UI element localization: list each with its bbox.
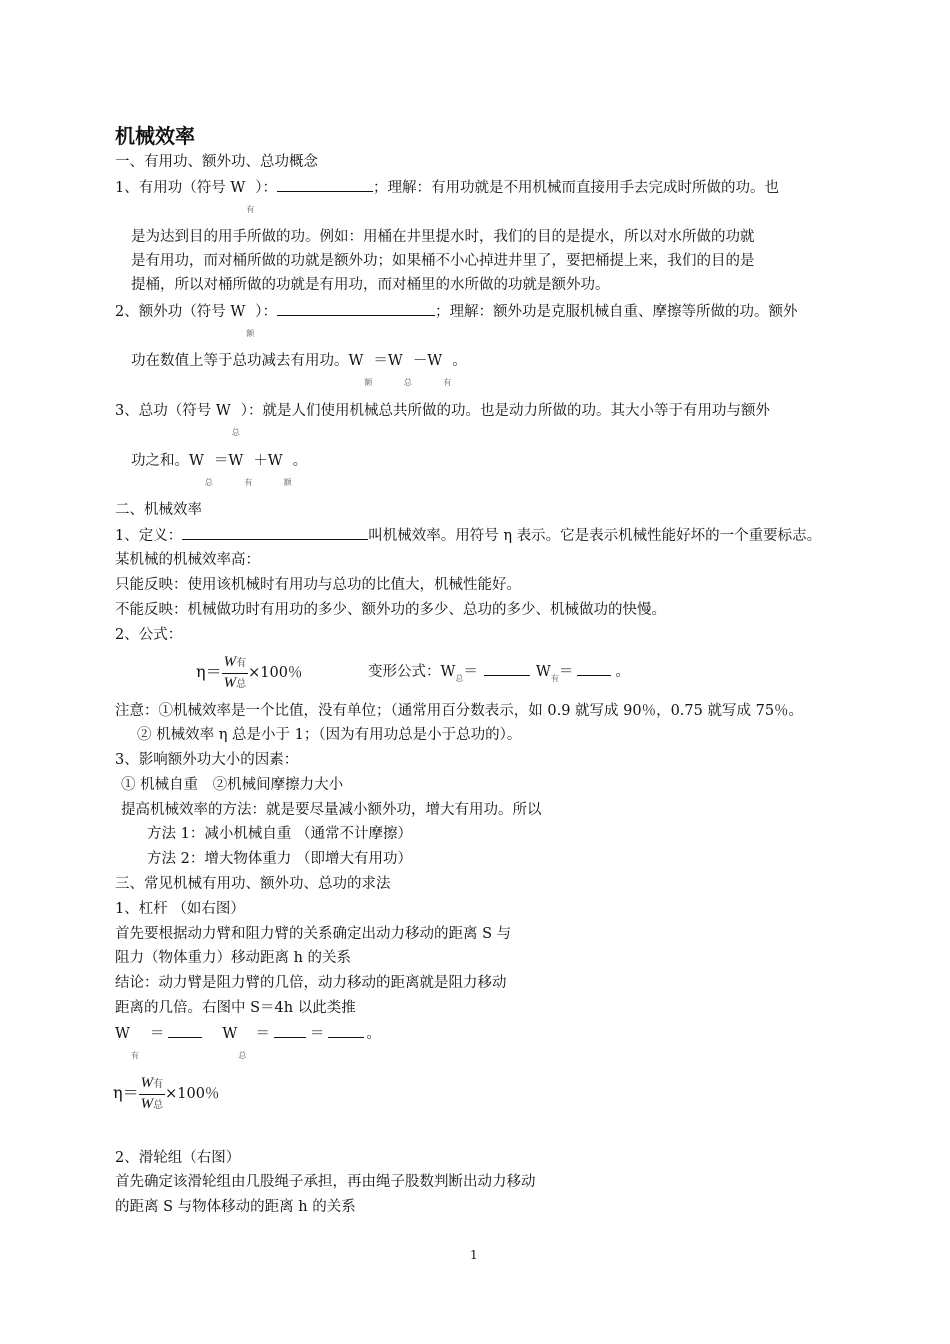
improve-methods-intro: 提高机械效率的方法：就是要尽量减小额外功，增大有用功。所以 bbox=[121, 802, 542, 818]
page-title: 机械效率 bbox=[115, 124, 195, 148]
lever-work-formula: $W_有= W_总=$ ＝ 。 bbox=[115, 1023, 381, 1046]
extra-work-blank[interactable] bbox=[277, 301, 435, 316]
page-number: 1 bbox=[470, 1248, 478, 1262]
pulley-line-1: 首先确定该滑轮组由几股绳子承担，再由绳子股数判断出动力移动 bbox=[115, 1174, 536, 1190]
pulley-heading: 2、滑轮组（右图） bbox=[115, 1150, 241, 1166]
definition-blank[interactable] bbox=[182, 525, 368, 540]
lever-efficiency-fraction: $\frac{\text{W有}}{\text{W总}}$ bbox=[140, 1074, 164, 1112]
total-work-variant-blank[interactable] bbox=[484, 661, 530, 676]
total-work-line: 3、总功（符号 $W_总$）：就是人们使用机械总共所做的功。也是动力所做的功。其大小等于有用功与额外 bbox=[115, 403, 770, 437]
useful-work-blank[interactable] bbox=[277, 177, 373, 192]
lever-total-blank-1[interactable] bbox=[274, 1023, 306, 1038]
efficiency-definition: 1、定义： 叫机械效率。用符号 η 表示。它是表示机械性能好坏的一个重要标志。 bbox=[115, 525, 821, 546]
method-1: 方法 1：减小机械自重 （通常不计摩擦） bbox=[147, 826, 412, 842]
lever-useful-blank[interactable] bbox=[168, 1023, 202, 1038]
lever-heading: 1、杠杆 （如右图） bbox=[115, 901, 245, 917]
useful-work-variant-blank[interactable] bbox=[577, 661, 611, 676]
section-2-heading: 二、机械效率 bbox=[115, 502, 202, 518]
useful-work-line: 1、有用功（符号 $W_有$）： ；理解：有用功就是不用机械而直接用手去完成时所做的功。也 bbox=[115, 177, 779, 200]
note-1: 注意：①机械效率是一个比值，没有单位；（通常用百分数表示，如 0.9 就写成 90％，0.75 就写成 75％。 bbox=[115, 703, 804, 719]
lever-efficiency-formula: η＝ $\frac{\text{W有}}{\text{W总}}$ ×100％ bbox=[113, 1071, 219, 1116]
high-efficiency-line: 某机械的机械效率高： bbox=[115, 552, 260, 568]
lever-total-blank-2[interactable] bbox=[328, 1023, 364, 1038]
cannot-reflect-line: 不能反映：机械做功时有用功的多少、额外功的多少、总功的多少、机械做功的快慢。 bbox=[115, 602, 666, 618]
lever-line-1: 首先要根据动力臂和阻力臂的关系确定出动力移动的距离 S 与 bbox=[115, 926, 512, 942]
pulley-line-2: 的距离 S 与物体移动的距离 h 的关系 bbox=[115, 1199, 356, 1215]
section-1-heading: 一、有用功、额外功、总功概念 bbox=[115, 154, 318, 170]
section-3-heading: 三、常见机械有用功、额外功、总功的求法 bbox=[115, 876, 391, 892]
useful-work-explain-4: 提桶，所以对桶所做的功就是有用功，而对桶里的水所做的功就是额外功。 bbox=[131, 277, 610, 293]
efficiency-fraction: $\frac{\text{W有}}{\text{W总}}$ bbox=[223, 653, 247, 691]
note-2: ② 机械效率 η 总是小于 1；（因为有用功总是小于总功的）。 bbox=[137, 727, 522, 743]
formula-label: 2、公式： bbox=[115, 627, 183, 643]
total-work-formula: 功之和。$W_总=W_有+W_额$。 bbox=[131, 453, 308, 487]
factors-heading: 3、影响额外功大小的因素： bbox=[115, 752, 299, 768]
can-reflect-line: 只能反映：使用该机械时有用功与总功的比值大，机械性能好。 bbox=[115, 577, 521, 593]
variant-formula: 变形公式：$W_总= W_有=$ 。 bbox=[368, 661, 630, 684]
extra-work-line: 2、额外功（符号 $W_额$）： ；理解：额外功是克服机械自重、摩擦等所做的功。额外 bbox=[115, 301, 798, 324]
efficiency-formula: η＝ $\frac{\text{W有}}{\text{W总}}$ ×100％ bbox=[196, 650, 302, 695]
extra-work-formula: 功在数值上等于总功减去有用功。$W_额=W_总-W_有$。 bbox=[131, 353, 467, 387]
useful-work-explain-3: 是有用功，而对桶所做的功就是额外功；如果桶不小心掉进井里了，要把桶提上来，我们的目的是 bbox=[131, 253, 755, 269]
lever-line-3: 结论：动力臂是阻力臂的几倍，动力移动的距离就是阻力移动 bbox=[115, 975, 507, 991]
lever-line-4: 距离的几倍。右图中 S＝4h 以此类推 bbox=[115, 1000, 356, 1016]
useful-work-explain-2: 是为达到目的用手所做的功。例如：用桶在井里提水时，我们的目的是提水，所以对水所做的功就 bbox=[131, 229, 755, 245]
method-2: 方法 2：增大物体重力 （即增大有用功） bbox=[147, 851, 412, 867]
factor-items: ① 机械自重 ②机械间摩擦力大小 bbox=[121, 777, 344, 793]
lever-line-2: 阻力（物体重力）移动距离 h 的关系 bbox=[115, 950, 352, 966]
